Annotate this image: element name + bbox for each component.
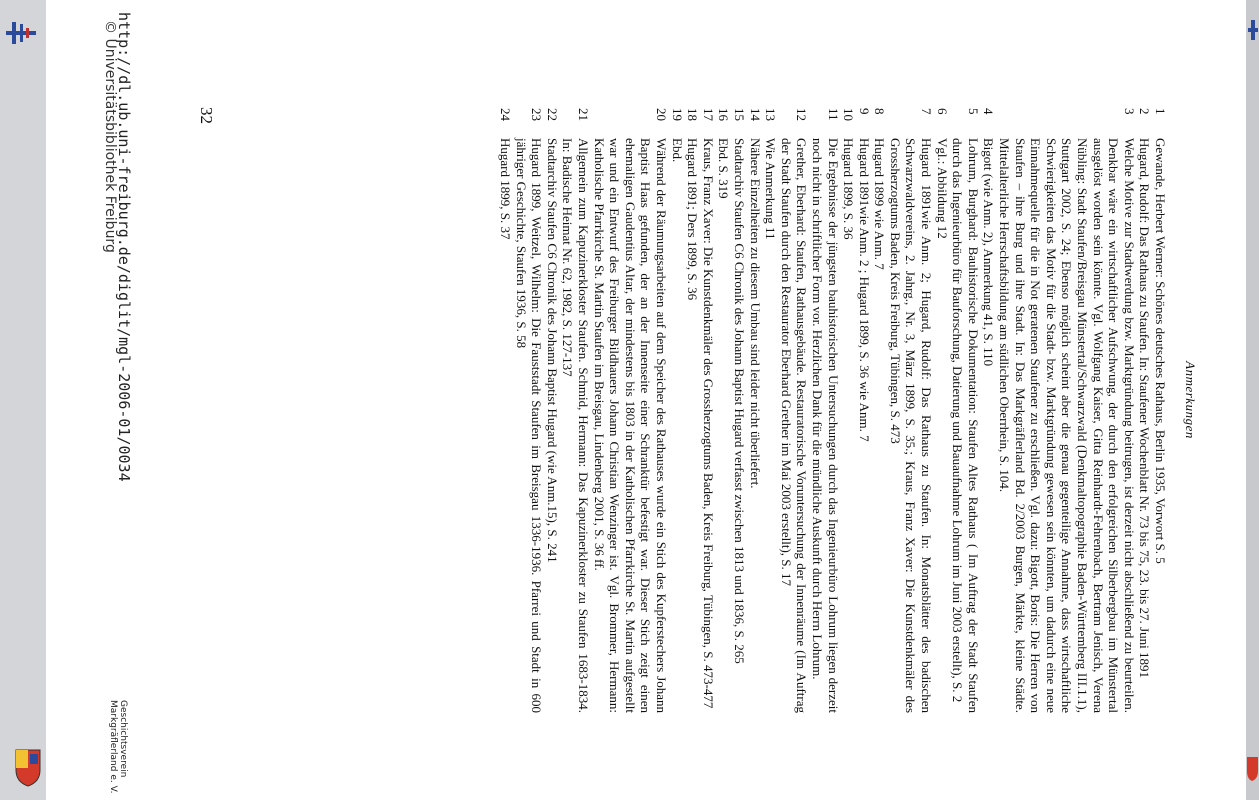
footnote-item — [841, 108, 857, 713]
society-line-2: Markgräflerland e. V. — [108, 700, 118, 794]
footnote-item — [887, 108, 934, 713]
scanned-page — [46, 0, 1246, 800]
footnote-text: Während der Räumungsarbeiten auf dem Speicher des Rathauses wurde ein Stich des Kupferstechers Johann Baptist Haas gefunden, der an der Innenseite einer Schranktür befestigt war. Dieser Stich zeigt einen ehemaligen Gaudentius Altar, der mindestens bis 1803 in der Katholischen Pfarrkirche St. Martin aufgestellt war und ein Entwurf des Freiburger Bildhauers Johann Christian Wenzinger ist. Vgl. Brommer, Hermann: Katholische Pfarrkirche St. Martin Staufen im Breisgau, Lindenberg 2001, S. 36 ff. — [591, 138, 669, 713]
footnote-item — [934, 108, 950, 713]
footnote-item — [497, 108, 513, 713]
footnote-item — [685, 108, 701, 713]
society-credit — [108, 700, 128, 793]
footnote-number: 9 — [856, 108, 872, 115]
footnote-item — [700, 108, 716, 713]
footnote-text: Nähere Einzelheiten zu diesem Umbau sind leider nicht überliefert. — [747, 138, 763, 489]
footnote-item — [1137, 108, 1153, 713]
footnote-number: 18 — [685, 108, 701, 121]
footnote-number: 5 — [965, 108, 981, 115]
footnote-item — [950, 108, 981, 713]
page-title: Anmerkungen — [1183, 361, 1198, 439]
footnote-item — [981, 108, 997, 713]
footnote-number: 24 — [498, 108, 514, 121]
rotated-page-content — [46, 0, 1246, 800]
footnote-text: Hugard 1899, S. 36 — [841, 138, 857, 240]
footnote-number: 11 — [825, 108, 841, 121]
footnote-number: 1 — [1153, 108, 1168, 115]
footnote-text: Allgemein zum Kapuzinerkloster Staufen. Schmid, Hermann: Das Kapuzinerkloster zu Staufen 1683-1834. In: Badische Heimat Nr. 62, 1982, S. 127-137 — [560, 138, 592, 713]
footnote-text: Hugard 1891wie Anm. 2 ; Hugard 1899, S. 36 wie Anm. 7 — [856, 138, 872, 442]
footnote-item — [731, 108, 747, 713]
footnote-text: Ebd. — [669, 138, 685, 163]
footnote-item — [747, 108, 763, 713]
footnote-text: Bigott (wie Anm. 2), Anmerkung 41, S. 110 — [981, 138, 997, 367]
footnote-item — [996, 108, 1136, 713]
footnote-item — [669, 108, 685, 713]
footnote-number: 8 — [872, 108, 888, 115]
footnote-number: 23 — [529, 108, 545, 121]
blue-flag-logo-icon — [6, 22, 36, 44]
footnote-item — [513, 108, 544, 713]
coat-of-arms-edge-icon — [1246, 755, 1259, 783]
footnote-item — [591, 108, 669, 713]
footnote-number: 22 — [544, 108, 560, 121]
source-url-text[interactable]: http://dl.ub.uni-freiburg.de/diglit/mgl-2006-01/0034 — [115, 12, 133, 482]
footnote-number: 4 — [981, 108, 997, 115]
footnote-text: Hugard 1899 wie Anm. 7 — [872, 138, 888, 270]
footnote-text: Vgl.: Abbildung 12 — [934, 138, 950, 239]
footnote-text: Kraus, Franz Xaver: Die Kunstdenkmäler des Grossherzogtums Baden, Kreis Freiburg, Tübingen, S. 473-477 — [700, 138, 716, 709]
footnotes-list — [497, 108, 1168, 713]
footnote-number: 2 — [1137, 108, 1153, 115]
footnote-text: Ebd. S. 319 — [716, 138, 732, 199]
left-margin-strip — [0, 0, 46, 800]
footnote-text: Wie Anmerkung 11 — [763, 138, 779, 240]
footnote-number: 15 — [731, 108, 747, 121]
footnote-item — [872, 108, 888, 713]
footnote-text: Hugard 1891wie Anm. 2; Hugard, Rudolf: Das Rathaus zu Staufen. In: Monatsblätter des badischen Schwarzwaldvereins, 2. Jahrg., Nr. 3, März 1899, S. 35.; Kraus, Franz Xaver: Die Kunstdenkmäler des Grossherzogtums Baden, Kreis Freiburg, Tübingen, S. 473 — [887, 138, 935, 713]
page-number: 32 — [197, 107, 216, 124]
footnote-number: 17 — [700, 108, 716, 121]
coat-of-arms-logo-icon — [14, 748, 42, 788]
footnote-text: Hugard 1891; Ders 1899, S. 36 — [685, 138, 701, 301]
footnote-number: 20 — [654, 108, 669, 121]
footnote-text: Hugard 1899, Weitzel, Wilhelm: Die Fauststadt Staufen im Breisgau 1336-1936. Pfarrei und Stadt in 600 jähriger Geschichte, Staufen 1936, S. 58 — [513, 138, 545, 713]
footnote-item — [778, 108, 809, 713]
footnote-number: 12 — [794, 108, 810, 121]
footnote-number: 10 — [841, 108, 857, 121]
footnote-text: Stadtarchiv Staufen C6 Chronik des Johann Baptist Hugard (wie Anm.15), S. 241 — [544, 138, 560, 563]
right-margin-strip — [1246, 0, 1259, 800]
footnote-text: Hugard, Rudolf: Das Rathaus zu Staufen. In: Staufener Wochenblatt Nr. 73 bis 75, 23. bis 27. Juni 1891 — [1137, 138, 1153, 678]
footnote-number: 3 — [1121, 108, 1137, 115]
footnote-number: 19 — [669, 108, 685, 121]
footnote-text: Die Ergebnisse der jüngsten bauhistorischen Untersuchungen durch das Ingenieurbüro Lohrum liegen derzeit noch nicht in schriftlicher Form vor. Herzlichen Dank für die mündliche Auskunft durch Herrn Lohrum. — [809, 138, 841, 713]
footnote-item — [560, 108, 591, 713]
copyright-line — [102, 0, 118, 800]
society-line-1: Geschichtsverein — [118, 700, 128, 778]
footnote-item — [856, 108, 872, 713]
footnote-text: Gewande, Herbert Werner: Schönes deutsches Rathaus, Berlin 1935, Vorwort S. 5 — [1153, 138, 1168, 564]
blue-flag-edge-icon — [1248, 20, 1258, 40]
footnote-text: Grether, Eberhard: Staufen, Rathausgebäude. Restauratorische Voruntersuchung der Innenräume (Im Auftrag der Stadt Staufen durch den Restaurator Eberhard Grether im Mai 2003 erstellt), S. 17 — [778, 138, 810, 713]
footnote-text: Welche Motive zur Stadtwerdung bzw. Marktgründung beitrugen, ist derzeit nicht abschließend zu beurteilen. Denkbar wäre ein wirtschaftlicher Aufschwung, der durch den erfolgreichen Silberbergbau im Münstertal ausgelöst worden sein könnte. Vgl. Wolfgang Kaiser, Gitta Reinhardt-Fehrenbach, Bertram Jenisch, Verena Nübling: Stadt Staufen/Breisgau Münstertal/Schwarzwald (Denkmaltopographie Baden-Württemberg III.1.1), Stuttgart 2002, S. 24; Ebenso möglich scheint aber die genau gegenteilige Annahme, dass wirtschaftliche Schwierigkeiten das Motiv für die Stadt- bzw. Marktgründung gewesen sein könnten, um dadurch eine neue Einnahmequelle für die in Not geratenen Staufener zu erschließen. Vgl. dazu: Bigott, Boris: Die Herren von Staufen – ihre Burg und ihre Stadt. In: Das Markgräflerland Bd. 2/2003 Burgen, Märkte, kleine Städte. Mittelalterliche Herrschaftsbildung am südlichen Oberrhein, S. 104. — [997, 138, 1137, 713]
footnote-item — [716, 108, 732, 713]
copyright-text: © Universitätsbibliothek Freiburg — [102, 20, 118, 253]
footnote-number: 13 — [763, 108, 779, 121]
footnote-text: Hugard 1899, S. 37 — [498, 138, 514, 240]
footnote-number: 21 — [576, 108, 592, 121]
footnote-text: Stadtarchiv Staufen C6 Chronik des Johann Baptist Hugard verfasst zwischen 1813 und 1836, S. 265 — [731, 138, 747, 664]
footnote-number: 6 — [934, 108, 950, 115]
footnote-number: 7 — [919, 108, 935, 115]
footnote-item — [763, 108, 779, 713]
footnote-text: Lohrum, Burghard: Bauhistorische Dokumentation: Staufen Altes Rathaus ( Im Auftrag der Stadt Staufen durch das Ingenieurbüro für Bauforschung, Datierung und Bauaufnahme Lohrum im Juni 2003 erstellt), S. 2 — [950, 138, 981, 713]
footnote-item — [809, 108, 840, 713]
footnote-item — [1152, 108, 1168, 713]
footnote-number: 16 — [716, 108, 732, 121]
footnote-number: 14 — [747, 108, 763, 121]
footnote-item — [544, 108, 560, 713]
